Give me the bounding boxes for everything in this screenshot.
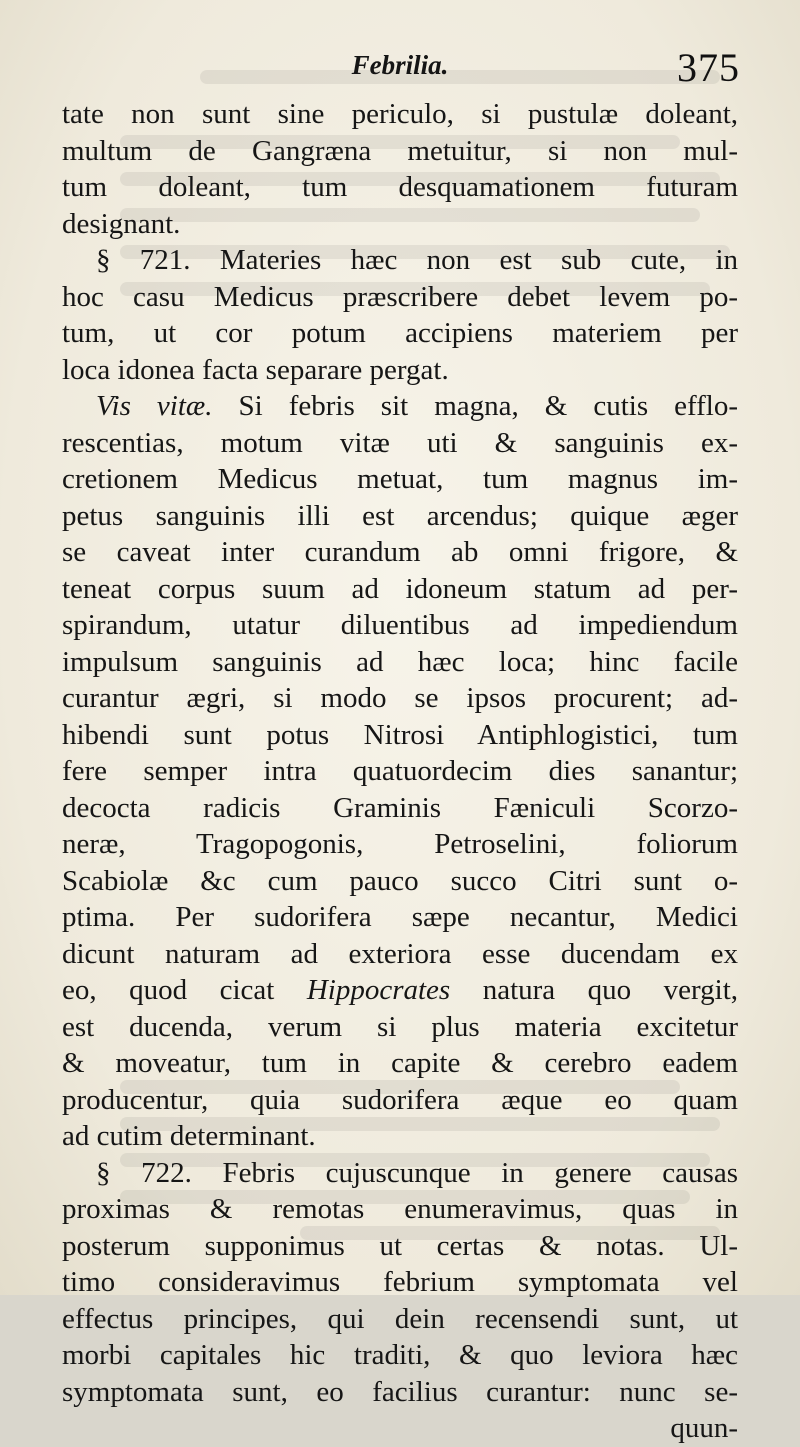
- page-number: 375: [677, 45, 740, 90]
- text-line: symptomata sunt, eo facilius curantur: nunc se-: [62, 1375, 738, 1408]
- text-line: dicunt naturam ad exteriora esse ducendam ex: [62, 937, 738, 970]
- text-line: spirandum, utatur diluentibus ad impediendum: [62, 609, 738, 641]
- text-line: decocta radicis Graminis Fæniculi Scorzo-: [62, 791, 738, 824]
- text-line: quun-: [670, 1412, 738, 1444]
- text-line: designant.: [62, 207, 181, 240]
- text-line: Scabiolæ &c cum pauco succo Citri sunt o-: [62, 864, 738, 897]
- text-line: cretionem Medicus metuat, tum magnus im-: [62, 463, 738, 495]
- text-line: eo, quod cicat Hippocrates natura quo vergit,: [62, 974, 738, 1006]
- text-line: tum doleant, tum desquamationem futuram: [62, 171, 738, 203]
- text-line: fere semper intra quatuordecim dies sanantur;: [62, 755, 738, 787]
- text-line: tate non sunt sine periculo, si pustulæ doleant,: [62, 98, 738, 130]
- text-line: se caveat inter curandum ab omni frigore, &: [62, 536, 738, 568]
- text-line: § 722. Febris cujuscunque in genere causas: [96, 1156, 738, 1189]
- page-header: [60, 45, 740, 90]
- text-line: Vis vitæ. Si febris sit magna, & cutis efflo-: [96, 390, 739, 422]
- text-line: effectus principes, qui dein recensendi sunt, ut: [62, 1302, 738, 1335]
- text-line: neræ, Tragopogonis, Petroselini, foliorum: [62, 828, 738, 860]
- text-line: morbi capitales hic traditi, & quo leviora hæc: [62, 1339, 738, 1371]
- text-line: proximas & remotas enumeravimus, quas in: [62, 1193, 738, 1225]
- text-line: impulsum sanguinis ad hæc loca; hinc facile: [62, 645, 738, 678]
- text-line: § 721. Materies hæc non est sub cute, in: [96, 244, 738, 276]
- text-line: hibendi sunt potus Nitrosi Antiphlogistici, tum: [62, 718, 738, 751]
- text-line: multum de Gangræna metuitur, si non mul-: [62, 134, 738, 167]
- text-line: curantur ægri, si modo se ipsos procurent; ad-: [62, 682, 738, 714]
- text-line: & moveatur, tum in capite & cerebro eadem: [62, 1047, 738, 1079]
- text-line: timo consideravimus febrium symptomata vel: [62, 1266, 738, 1298]
- text-line: hoc casu Medicus præscribere debet levem po-: [62, 280, 738, 313]
- text-line: producentur, quia sudorifera æque eo quam: [62, 1083, 738, 1116]
- running-head: Febrilia.: [351, 50, 449, 80]
- italic-name: Hippocrates: [306, 974, 451, 1006]
- marginal-heading: Vis vitæ.: [96, 390, 213, 422]
- text-line: tum, ut cor potum accipiens materiem per: [62, 317, 738, 349]
- text-line: loca idonea facta separare pergat.: [62, 353, 449, 386]
- text-line: est ducenda, verum si plus materia excitetur: [62, 1010, 738, 1043]
- text-line: rescentias, motum vitæ uti & sanguinis ex-: [62, 426, 738, 459]
- text-line: petus sanguinis illi est arcendus; quique æger: [62, 499, 738, 532]
- body-text: [62, 96, 738, 1447]
- text-line: teneat corpus suum ad idoneum statum ad per-: [62, 572, 738, 605]
- text-line: ad cutim determinant.: [62, 1120, 316, 1152]
- text-line: ptima. Per sudorifera sæpe necantur, Medici: [62, 901, 738, 933]
- text-line: posterum supponimus ut certas & notas. Ul-: [62, 1229, 738, 1262]
